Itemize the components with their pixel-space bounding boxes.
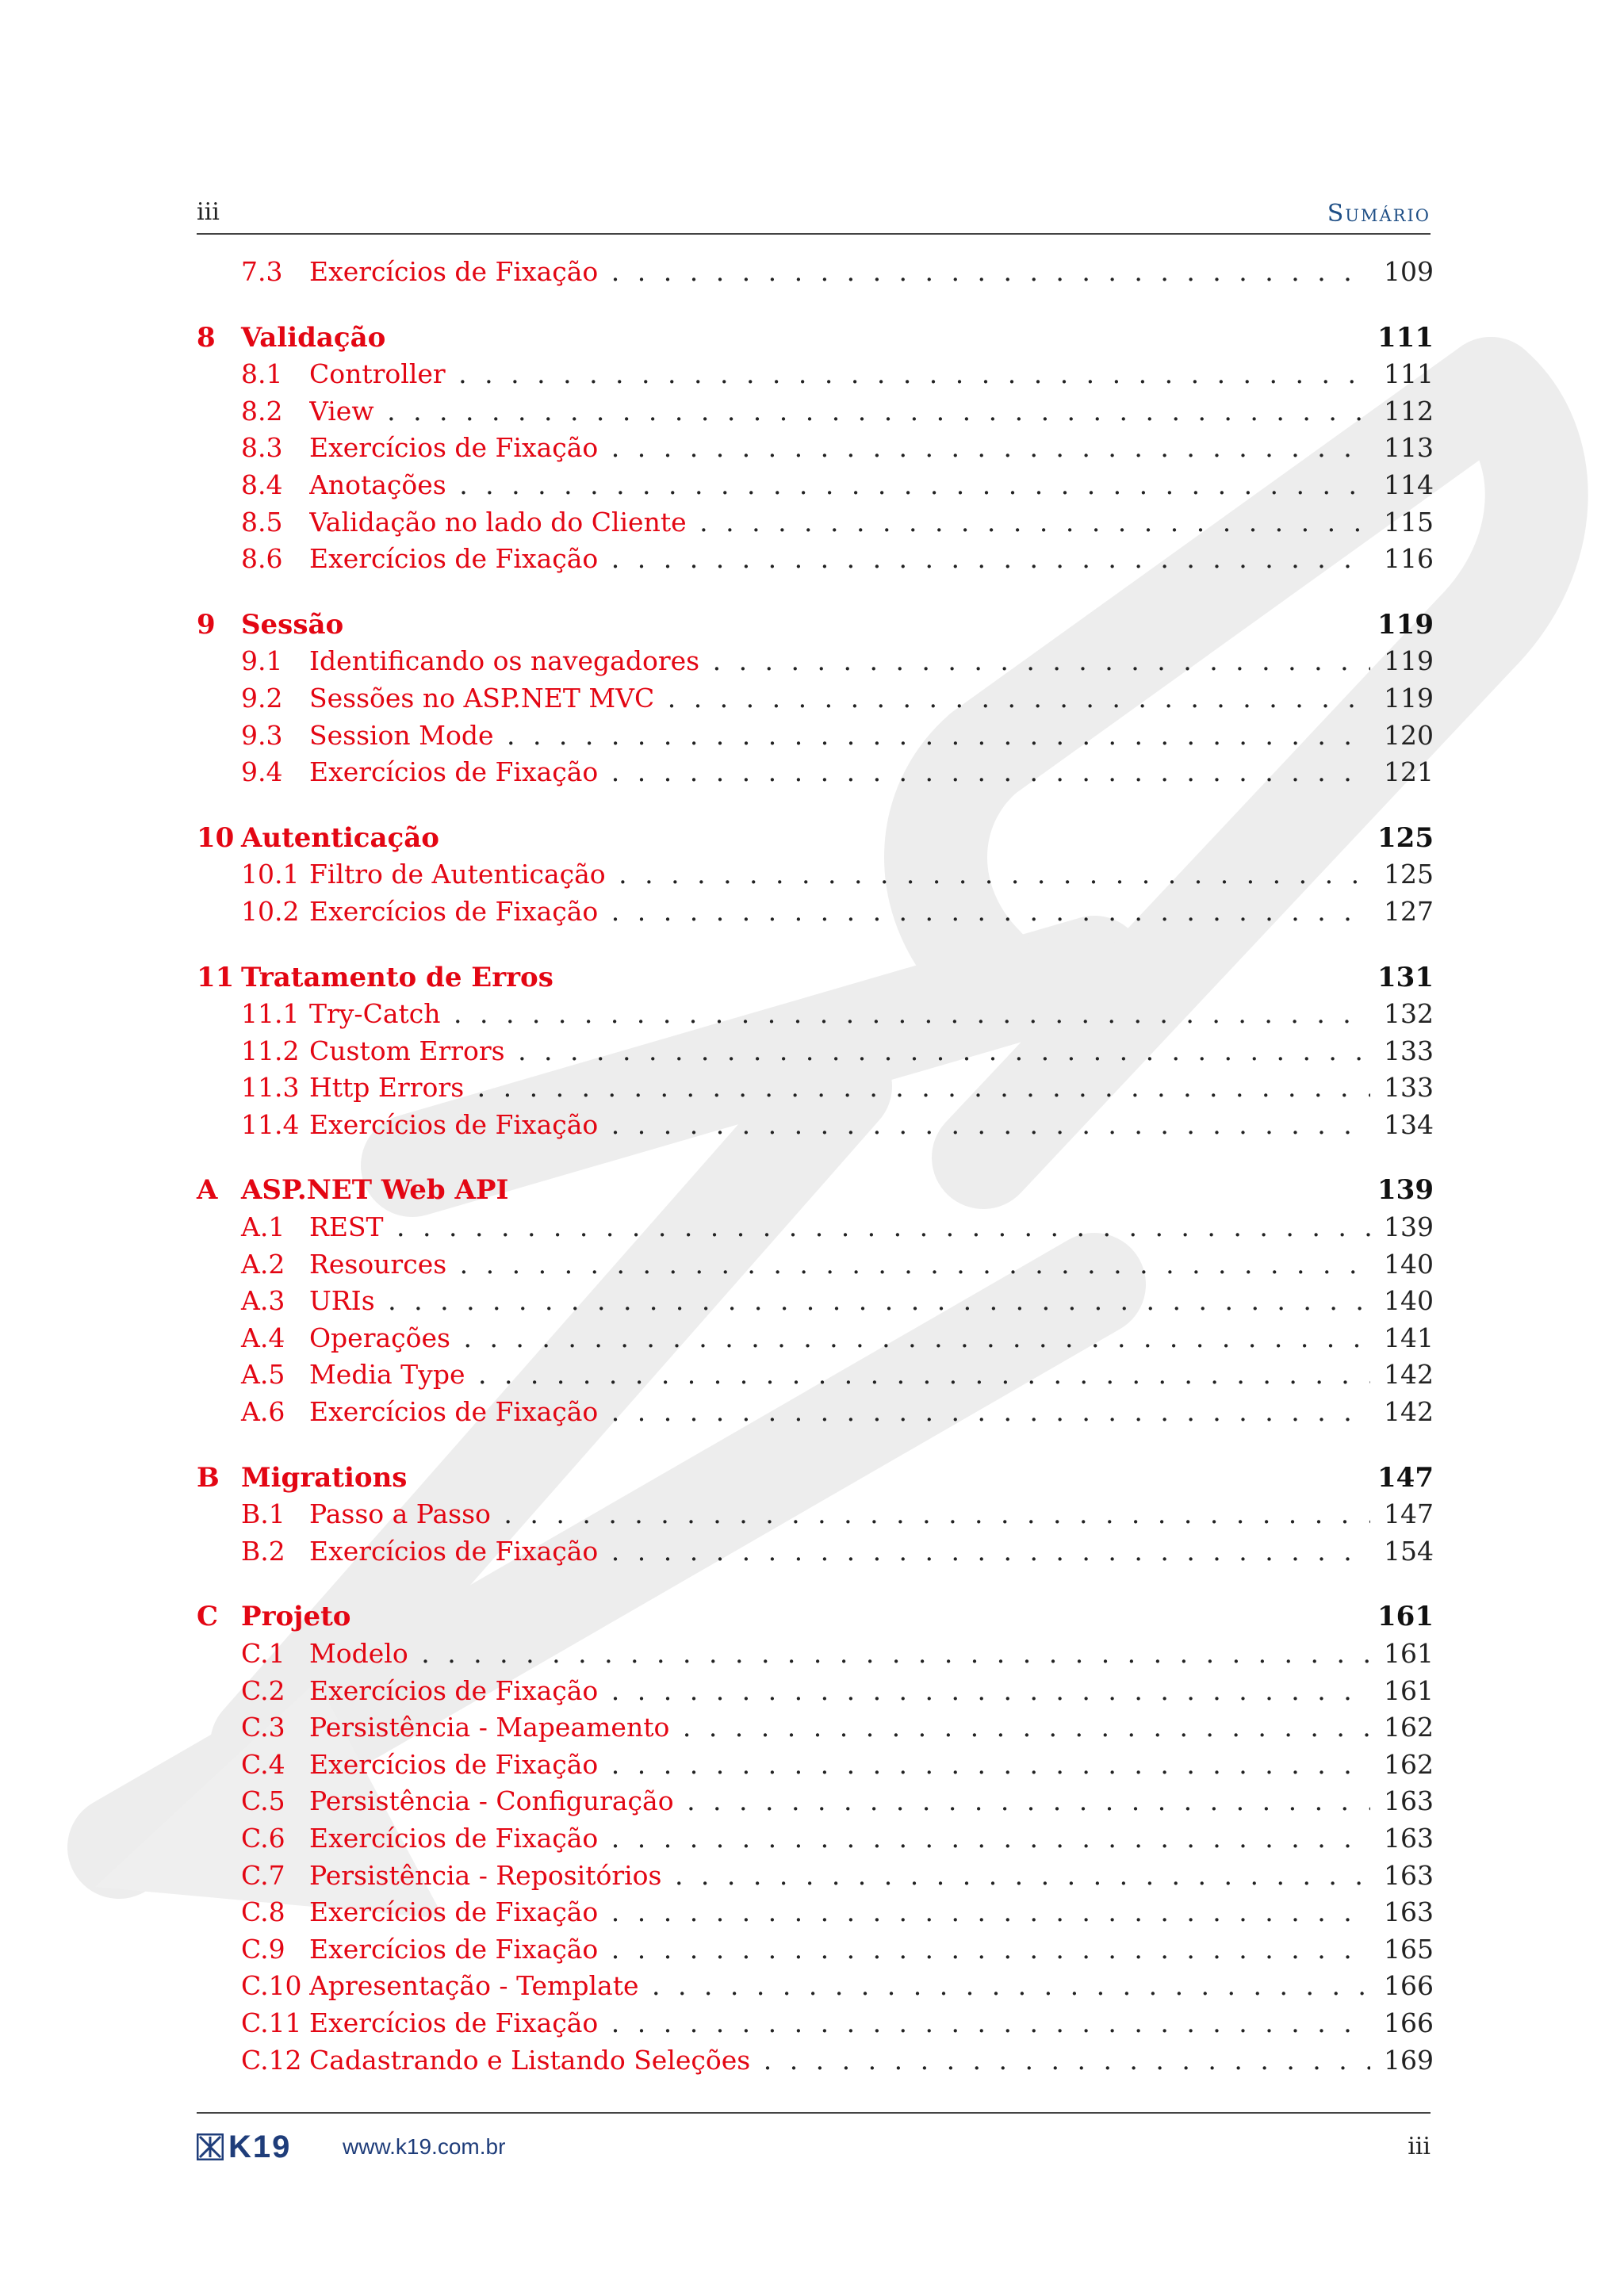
toc-section-entry[interactable] [197, 254, 1434, 291]
section-number: 8.2 [241, 395, 283, 427]
section-number: 9.4 [241, 756, 283, 788]
section-number: C.6 [241, 1822, 285, 1854]
toc-section-entry[interactable] [197, 1858, 1434, 1895]
section-page-number: 119 [1384, 645, 1434, 677]
section-number: 8.4 [241, 469, 283, 500]
k19-logo-icon [197, 2133, 224, 2160]
toc-section-entry[interactable] [197, 356, 1434, 393]
chapter-title: Projeto [241, 1601, 351, 1633]
toc-section-entry[interactable] [197, 2005, 1434, 2042]
section-page-number: 140 [1384, 1285, 1434, 1317]
toc-section-entry[interactable] [197, 1709, 1434, 1747]
logo-text: K19 [228, 2129, 292, 2164]
section-title: Operações . . . [309, 1320, 1370, 1357]
section-number: C.5 [241, 1785, 285, 1817]
toc-section-entry[interactable] [197, 894, 1434, 931]
section-page-number: 147 [1384, 1498, 1434, 1530]
section-title: Exercícios de Fixação . . . [309, 254, 1370, 291]
section-title: Custom Errors . . . [309, 1033, 1370, 1070]
chapter-page-number: 139 [1377, 1174, 1434, 1207]
toc-section-entry[interactable] [197, 1246, 1434, 1284]
section-page-number: 165 [1384, 1933, 1434, 1965]
section-page-number: 161 [1384, 1674, 1434, 1706]
toc-section-entry[interactable] [197, 856, 1434, 894]
toc-section-entry[interactable] [197, 1820, 1434, 1858]
section-title: Persistência - Mapeamento . . . [309, 1709, 1370, 1747]
section-number: 10.2 [241, 895, 300, 927]
section-title: Controller . . . [309, 356, 1370, 393]
section-page-number: 133 [1384, 1072, 1434, 1104]
toc-section-entry[interactable] [197, 1357, 1434, 1394]
section-title: View . . . [309, 393, 1370, 430]
section-page-number: 141 [1384, 1322, 1434, 1353]
section-title: Exercícios de Fixação . . . [309, 894, 1370, 931]
section-number: A.3 [241, 1285, 285, 1317]
section-page-number: 116 [1384, 543, 1434, 575]
section-page-number: 125 [1384, 859, 1434, 890]
section-page-number: 111 [1384, 358, 1434, 390]
chapter-title: Tratamento de Erros [241, 961, 553, 993]
section-page-number: 115 [1384, 506, 1434, 538]
section-number: 11.2 [241, 1035, 300, 1066]
section-title: Http Errors . . . [309, 1070, 1370, 1107]
section-number: C.7 [241, 1859, 285, 1891]
section-title: Validação no lado do Cliente . . . [309, 504, 1370, 541]
section-title: REST . . . [309, 1209, 1370, 1246]
section-title: Persistência - Repositórios . . . [309, 1858, 1370, 1895]
chapter-number: A [197, 1174, 218, 1207]
section-page-number: 127 [1384, 895, 1434, 927]
section-page-number: 119 [1384, 682, 1434, 714]
chapter-page-number: 125 [1377, 821, 1434, 854]
section-number: C.12 [241, 2044, 302, 2076]
toc-section-entry[interactable] [197, 393, 1434, 430]
chapter-title: ASP.NET Web API [241, 1174, 509, 1207]
header-page-number: iii [197, 198, 220, 226]
chapter-number: 9 [197, 608, 216, 641]
toc-section-entry[interactable] [197, 1747, 1434, 1784]
section-title: Exercícios de Fixação . . . [309, 1394, 1370, 1431]
section-title: Exercícios de Fixação . . . [309, 1673, 1370, 1710]
section-page-number: 134 [1384, 1108, 1434, 1140]
toc-section-entry[interactable] [197, 467, 1434, 504]
section-page-number: 161 [1384, 1638, 1434, 1669]
section-number: 10.1 [241, 859, 300, 890]
section-page-number: 162 [1384, 1712, 1434, 1743]
toc-section-entry[interactable] [197, 996, 1434, 1033]
section-number: A.1 [241, 1211, 285, 1243]
chapter-number: B [197, 1461, 220, 1494]
section-title: Exercícios de Fixação . . . [309, 754, 1370, 791]
section-title: Filtro de Autenticação . . . [309, 856, 1370, 894]
section-title: Sessões no ASP.NET MVC . . . [309, 680, 1370, 718]
table-of-contents [197, 254, 1434, 2079]
chapter-number: C [197, 1601, 219, 1633]
section-number: 8.1 [241, 358, 283, 390]
section-number: C.8 [241, 1896, 285, 1928]
section-title: Modelo . . . [309, 1636, 1370, 1673]
toc-section-entry[interactable] [197, 1209, 1434, 1246]
page-footer [197, 2112, 1431, 2177]
section-page-number: 114 [1384, 469, 1434, 500]
footer-url-link[interactable]: www.k19.com.br [343, 2134, 506, 2159]
section-number: A.4 [241, 1322, 285, 1353]
toc-section-entry[interactable] [197, 680, 1434, 718]
section-number: C.11 [241, 2007, 302, 2038]
toc-section-entry[interactable] [197, 1394, 1434, 1431]
chapter-title: Validação [241, 321, 386, 354]
toc-section-entry[interactable] [197, 1033, 1434, 1070]
section-number: C.4 [241, 1748, 285, 1780]
section-number: 9.3 [241, 719, 283, 751]
section-page-number: 154 [1384, 1535, 1434, 1567]
section-number: 7.3 [241, 256, 283, 287]
section-title: Identificando os navegadores . . . [309, 643, 1370, 680]
toc-chapter-entry[interactable] [197, 1460, 1434, 1497]
toc-page [197, 0, 1434, 2296]
section-page-number: 120 [1384, 719, 1434, 751]
toc-chapter-entry[interactable] [197, 1172, 1434, 1209]
section-number: 9.2 [241, 682, 283, 714]
toc-section-entry[interactable] [197, 1533, 1434, 1571]
section-page-number: 166 [1384, 2007, 1434, 2038]
section-title: Exercícios de Fixação . . . [309, 1747, 1370, 1784]
toc-section-entry[interactable] [197, 541, 1434, 578]
section-page-number: 140 [1384, 1248, 1434, 1280]
section-page-number: 163 [1384, 1896, 1434, 1928]
toc-chapter-entry[interactable] [197, 607, 1434, 644]
chapter-title: Migrations [241, 1461, 408, 1494]
toc-section-entry[interactable] [197, 1496, 1434, 1533]
section-number: A.6 [241, 1396, 285, 1428]
section-title: Passo a Passo . . . [309, 1496, 1370, 1533]
section-number: B.2 [241, 1535, 285, 1567]
chapter-number: 11 [197, 961, 235, 993]
page-header [197, 197, 1431, 235]
section-title: Cadastrando e Listando Seleções . . . [309, 2042, 1370, 2080]
section-page-number: 163 [1384, 1859, 1434, 1891]
section-number: C.3 [241, 1712, 285, 1743]
chapter-page-number: 147 [1377, 1461, 1434, 1494]
section-page-number: 166 [1384, 1970, 1434, 2002]
chapter-title: Sessão [241, 608, 344, 641]
section-page-number: 169 [1384, 2044, 1434, 2076]
toc-chapter-entry[interactable] [197, 820, 1434, 857]
toc-section-entry[interactable] [197, 1107, 1434, 1144]
section-title: Session Mode . . . [309, 718, 1370, 755]
section-page-number: 121 [1384, 756, 1434, 788]
toc-section-entry[interactable] [197, 1320, 1434, 1357]
section-page-number: 142 [1384, 1359, 1434, 1391]
toc-section-entry[interactable] [197, 718, 1434, 755]
k19-logo [197, 2131, 291, 2163]
section-number: B.1 [241, 1498, 285, 1530]
section-title: Exercícios de Fixação . . . [309, 1931, 1370, 1969]
section-page-number: 109 [1384, 256, 1434, 287]
section-number: C.2 [241, 1674, 285, 1706]
section-page-number: 163 [1384, 1822, 1434, 1854]
toc-section-entry[interactable] [197, 754, 1434, 791]
section-number: C.9 [241, 1933, 285, 1965]
section-number: C.10 [241, 1970, 302, 2002]
section-number: 8.5 [241, 506, 283, 538]
toc-chapter-entry[interactable] [197, 320, 1434, 357]
section-title: Resources . . . [309, 1246, 1370, 1284]
section-title: Exercícios de Fixação . . . [309, 1107, 1370, 1144]
chapter-number: 8 [197, 321, 216, 354]
section-number: 8.6 [241, 543, 283, 575]
section-page-number: 113 [1384, 432, 1434, 464]
toc-section-entry[interactable] [197, 1283, 1434, 1320]
toc-chapter-entry[interactable] [197, 959, 1434, 997]
toc-section-entry[interactable] [197, 1968, 1434, 2005]
section-page-number: 132 [1384, 998, 1434, 1030]
section-number: A.2 [241, 1248, 285, 1280]
header-section-title: Sumário [1327, 200, 1431, 228]
section-title: Exercícios de Fixação . . . [309, 430, 1370, 467]
chapter-number: 10 [197, 821, 235, 854]
section-page-number: 163 [1384, 1785, 1434, 1817]
section-title: Apresentação - Template . . . [309, 1968, 1370, 2005]
toc-section-entry[interactable] [197, 1070, 1434, 1107]
section-page-number: 142 [1384, 1396, 1434, 1428]
section-number: 11.3 [241, 1072, 300, 1104]
section-title: Exercícios de Fixação . . . [309, 1533, 1370, 1571]
section-number: 11.1 [241, 998, 300, 1030]
toc-section-entry[interactable] [197, 430, 1434, 467]
toc-chapter-entry[interactable] [197, 1598, 1434, 1636]
toc-section-entry[interactable] [197, 1636, 1434, 1673]
section-title: Anotações . . . [309, 467, 1370, 504]
section-title: Media Type . . . [309, 1357, 1370, 1394]
chapter-title: Autenticação [241, 821, 439, 854]
section-page-number: 162 [1384, 1748, 1434, 1780]
section-title: Exercícios de Fixação . . . [309, 1820, 1370, 1858]
section-page-number: 112 [1384, 395, 1434, 427]
section-number: 11.4 [241, 1108, 300, 1140]
toc-section-entry[interactable] [197, 504, 1434, 541]
footer-page-number: iii [1408, 2133, 1431, 2160]
toc-section-entry[interactable] [197, 1894, 1434, 1931]
section-title: Exercícios de Fixação . . . [309, 541, 1370, 578]
chapter-page-number: 161 [1377, 1601, 1434, 1633]
toc-section-entry[interactable] [197, 1931, 1434, 1969]
section-page-number: 133 [1384, 1035, 1434, 1066]
chapter-page-number: 131 [1377, 961, 1434, 993]
toc-section-entry[interactable] [197, 643, 1434, 680]
section-number: A.5 [241, 1359, 285, 1391]
toc-section-entry[interactable] [197, 1673, 1434, 1710]
section-page-number: 139 [1384, 1211, 1434, 1243]
chapter-page-number: 111 [1377, 321, 1434, 354]
chapter-page-number: 119 [1377, 608, 1434, 641]
section-number: 8.3 [241, 432, 283, 464]
section-number: C.1 [241, 1638, 285, 1669]
section-title: Exercícios de Fixação . . . [309, 1894, 1370, 1931]
section-title: Persistência - Configuração . . . [309, 1783, 1370, 1820]
toc-section-entry[interactable] [197, 2042, 1434, 2080]
toc-section-entry[interactable] [197, 1783, 1434, 1820]
section-title: Try-Catch . . . [309, 996, 1370, 1033]
section-title: Exercícios de Fixação . . . [309, 2005, 1370, 2042]
section-number: 9.1 [241, 645, 283, 677]
section-title: URIs . . . [309, 1283, 1370, 1320]
